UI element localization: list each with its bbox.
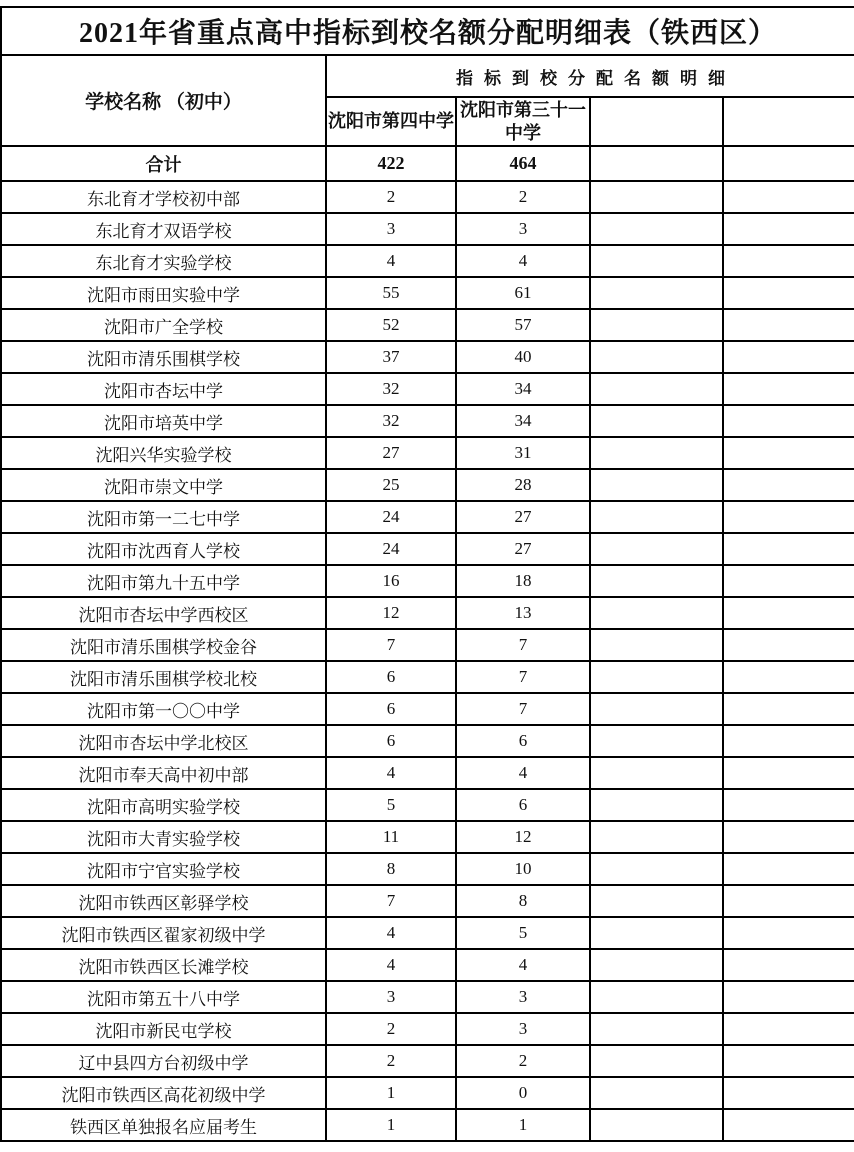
quota-value-cell: 2 — [326, 1013, 456, 1045]
table-row — [1, 661, 854, 693]
table-row — [1, 917, 854, 949]
quota-value-cell: 4 — [456, 757, 590, 789]
table-row — [1, 789, 854, 821]
quota-value-cell — [590, 213, 723, 245]
quota-value-cell: 12 — [326, 597, 456, 629]
school-name-cell: 东北育才实验学校 — [1, 245, 326, 277]
quota-value-cell: 7 — [326, 885, 456, 917]
quota-value-cell: 6 — [456, 725, 590, 757]
quota-value-cell — [723, 981, 854, 1013]
quota-value-cell — [590, 501, 723, 533]
quota-value-cell: 1 — [456, 1109, 590, 1141]
school-name-cell: 东北育才学校初中部 — [1, 181, 326, 213]
table-row — [1, 277, 854, 309]
total-value-cell: 464 — [456, 146, 590, 181]
quota-value-cell — [590, 693, 723, 725]
header-group-row — [1, 55, 854, 97]
quota-value-cell — [590, 373, 723, 405]
quota-value-cell: 34 — [456, 373, 590, 405]
quota-value-cell — [723, 885, 854, 917]
school-name-cell: 沈阳市大青实验学校 — [1, 821, 326, 853]
quota-value-cell: 2 — [326, 1045, 456, 1077]
table-row — [1, 597, 854, 629]
school-name-cell: 辽中县四方台初级中学 — [1, 1045, 326, 1077]
school-name-cell: 沈阳市铁西区彰驿学校 — [1, 885, 326, 917]
quota-value-cell: 3 — [326, 981, 456, 1013]
quota-value-cell — [590, 821, 723, 853]
quota-value-cell: 4 — [326, 949, 456, 981]
quota-value-cell — [590, 789, 723, 821]
quota-value-cell: 3 — [456, 981, 590, 1013]
school-name-cell: 沈阳市杏坛中学 — [1, 373, 326, 405]
quota-value-cell: 37 — [326, 341, 456, 373]
quota-value-cell — [590, 469, 723, 501]
school-name-cell: 沈阳市沈西育人学校 — [1, 533, 326, 565]
quota-value-cell — [723, 181, 854, 213]
quota-value-cell — [590, 181, 723, 213]
quota-value-cell — [723, 853, 854, 885]
school-column-header: 学校名称 （初中） — [1, 55, 326, 146]
quota-value-cell: 32 — [326, 405, 456, 437]
school-name-cell: 沈阳市高明实验学校 — [1, 789, 326, 821]
quota-value-cell: 2 — [456, 181, 590, 213]
quota-value-cell: 7 — [456, 693, 590, 725]
table-row — [1, 853, 854, 885]
quota-value-cell: 8 — [456, 885, 590, 917]
quota-value-cell: 32 — [326, 373, 456, 405]
quota-value-cell — [590, 565, 723, 597]
quota-value-cell: 57 — [456, 309, 590, 341]
quota-value-cell — [723, 693, 854, 725]
table-row — [1, 341, 854, 373]
school-name-cell: 沈阳市崇文中学 — [1, 469, 326, 501]
group-header: 指标到校分配名额明细 — [326, 55, 854, 97]
table-row — [1, 469, 854, 501]
quota-value-cell — [590, 1077, 723, 1109]
table-row — [1, 1045, 854, 1077]
school-name-cell: 沈阳市新民屯学校 — [1, 1013, 326, 1045]
quota-value-cell — [723, 469, 854, 501]
quota-value-cell — [723, 949, 854, 981]
school-name-cell: 沈阳市雨田实验中学 — [1, 277, 326, 309]
quota-value-cell — [590, 437, 723, 469]
school-name-cell: 铁西区单独报名应届考生 — [1, 1109, 326, 1141]
quota-value-cell: 31 — [456, 437, 590, 469]
table-row — [1, 437, 854, 469]
quota-value-cell — [590, 405, 723, 437]
quota-value-cell — [723, 1045, 854, 1077]
quota-value-cell — [723, 789, 854, 821]
quota-value-cell — [590, 981, 723, 1013]
quota-value-cell — [723, 405, 854, 437]
school-name-cell: 沈阳兴华实验学校 — [1, 437, 326, 469]
school-name-cell: 沈阳市第九十五中学 — [1, 565, 326, 597]
quota-value-cell — [723, 597, 854, 629]
quota-value-cell: 13 — [456, 597, 590, 629]
quota-value-cell: 3 — [456, 1013, 590, 1045]
quota-value-cell: 27 — [456, 501, 590, 533]
quota-value-cell: 7 — [456, 629, 590, 661]
quota-value-cell: 18 — [456, 565, 590, 597]
table-row — [1, 1013, 854, 1045]
quota-value-cell: 34 — [456, 405, 590, 437]
column-header-school-4: 沈阳市第四中学 — [326, 97, 456, 146]
quota-value-cell: 24 — [326, 533, 456, 565]
table-row — [1, 693, 854, 725]
table-row — [1, 949, 854, 981]
quota-value-cell: 16 — [326, 565, 456, 597]
quota-value-cell — [590, 853, 723, 885]
table-row — [1, 1077, 854, 1109]
quota-value-cell — [590, 757, 723, 789]
quota-value-cell: 52 — [326, 309, 456, 341]
quota-value-cell: 61 — [456, 277, 590, 309]
quota-value-cell: 7 — [326, 629, 456, 661]
total-row — [1, 146, 854, 181]
quota-value-cell: 2 — [456, 1045, 590, 1077]
quota-value-cell — [590, 661, 723, 693]
quota-value-cell — [590, 341, 723, 373]
school-name-cell: 东北育才双语学校 — [1, 213, 326, 245]
quota-value-cell — [723, 1109, 854, 1141]
quota-value-cell — [723, 245, 854, 277]
quota-value-cell: 3 — [456, 213, 590, 245]
column-header-school-31: 沈阳市第三十一中学 — [456, 97, 590, 146]
quota-value-cell: 40 — [456, 341, 590, 373]
quota-value-cell: 5 — [326, 789, 456, 821]
column-header-empty-2 — [723, 97, 854, 146]
quota-value-cell: 27 — [326, 437, 456, 469]
table-row — [1, 1109, 854, 1141]
column-header-empty-1 — [590, 97, 723, 146]
total-value-cell — [723, 146, 854, 181]
page-title: 2021年省重点高中指标到校名额分配明细表（铁西区） — [1, 7, 854, 55]
quota-value-cell: 4 — [326, 757, 456, 789]
school-name-cell: 沈阳市宁官实验学校 — [1, 853, 326, 885]
quota-value-cell: 11 — [326, 821, 456, 853]
table-row — [1, 885, 854, 917]
quota-value-cell: 4 — [326, 245, 456, 277]
total-value-cell: 422 — [326, 146, 456, 181]
school-name-cell: 沈阳市培英中学 — [1, 405, 326, 437]
quota-value-cell — [723, 277, 854, 309]
quota-allocation-table — [0, 6, 854, 1142]
quota-value-cell — [723, 821, 854, 853]
quota-value-cell: 6 — [456, 789, 590, 821]
school-name-cell: 沈阳市清乐围棋学校北校 — [1, 661, 326, 693]
quota-value-cell — [590, 597, 723, 629]
quota-value-cell: 0 — [456, 1077, 590, 1109]
quota-value-cell — [590, 309, 723, 341]
quota-value-cell — [590, 885, 723, 917]
school-name-cell: 沈阳市清乐围棋学校金谷 — [1, 629, 326, 661]
table-row — [1, 757, 854, 789]
quota-value-cell — [590, 725, 723, 757]
quota-value-cell: 3 — [326, 213, 456, 245]
school-name-cell: 沈阳市铁西区翟家初级中学 — [1, 917, 326, 949]
school-name-cell: 沈阳市第一二七中学 — [1, 501, 326, 533]
table-row — [1, 181, 854, 213]
quota-value-cell — [723, 1013, 854, 1045]
school-name-cell: 沈阳市杏坛中学北校区 — [1, 725, 326, 757]
table-row — [1, 373, 854, 405]
quota-value-cell — [590, 1109, 723, 1141]
quota-value-cell — [723, 373, 854, 405]
quota-value-cell: 1 — [326, 1077, 456, 1109]
table-row — [1, 245, 854, 277]
school-name-cell: 沈阳市第五十八中学 — [1, 981, 326, 1013]
table-row — [1, 309, 854, 341]
table-row — [1, 565, 854, 597]
quota-value-cell — [723, 437, 854, 469]
quota-value-cell — [723, 565, 854, 597]
school-name-cell: 沈阳市清乐围棋学校 — [1, 341, 326, 373]
quota-value-cell — [590, 949, 723, 981]
table-row — [1, 821, 854, 853]
quota-value-cell — [590, 533, 723, 565]
school-name-cell: 沈阳市广全学校 — [1, 309, 326, 341]
total-label-cell: 合计 — [1, 146, 326, 181]
school-name-cell: 沈阳市第一〇〇中学 — [1, 693, 326, 725]
quota-value-cell: 5 — [456, 917, 590, 949]
quota-value-cell: 4 — [456, 245, 590, 277]
quota-value-cell: 4 — [326, 917, 456, 949]
quota-value-cell: 27 — [456, 533, 590, 565]
table-row — [1, 629, 854, 661]
quota-value-cell: 1 — [326, 1109, 456, 1141]
quota-value-cell: 6 — [326, 725, 456, 757]
table-row — [1, 981, 854, 1013]
quota-value-cell — [590, 277, 723, 309]
quota-value-cell — [723, 213, 854, 245]
quota-value-cell — [590, 629, 723, 661]
quota-value-cell: 6 — [326, 693, 456, 725]
quota-value-cell — [723, 757, 854, 789]
quota-value-cell — [590, 245, 723, 277]
quota-value-cell — [723, 1077, 854, 1109]
quota-value-cell: 25 — [326, 469, 456, 501]
quota-value-cell: 10 — [456, 853, 590, 885]
table-row — [1, 213, 854, 245]
quota-value-cell — [723, 501, 854, 533]
quota-value-cell — [723, 661, 854, 693]
school-name-cell: 沈阳市铁西区长滩学校 — [1, 949, 326, 981]
quota-value-cell: 8 — [326, 853, 456, 885]
school-name-cell: 沈阳市铁西区高花初级中学 — [1, 1077, 326, 1109]
table-row — [1, 405, 854, 437]
quota-value-cell: 2 — [326, 181, 456, 213]
quota-value-cell — [590, 1013, 723, 1045]
school-name-cell: 沈阳市杏坛中学西校区 — [1, 597, 326, 629]
table-row — [1, 501, 854, 533]
school-name-cell: 沈阳市奉天高中初中部 — [1, 757, 326, 789]
table-row — [1, 725, 854, 757]
quota-value-cell — [723, 309, 854, 341]
quota-value-cell — [590, 1045, 723, 1077]
quota-value-cell: 7 — [456, 661, 590, 693]
quota-value-cell — [590, 917, 723, 949]
quota-value-cell: 24 — [326, 501, 456, 533]
title-row — [1, 7, 854, 55]
quota-value-cell — [723, 629, 854, 661]
quota-value-cell — [723, 917, 854, 949]
quota-value-cell: 55 — [326, 277, 456, 309]
quota-value-cell: 12 — [456, 821, 590, 853]
quota-value-cell — [723, 533, 854, 565]
total-value-cell — [590, 146, 723, 181]
quota-value-cell: 4 — [456, 949, 590, 981]
quota-value-cell — [723, 725, 854, 757]
quota-value-cell: 6 — [326, 661, 456, 693]
quota-value-cell — [723, 341, 854, 373]
table-row — [1, 533, 854, 565]
quota-value-cell: 28 — [456, 469, 590, 501]
